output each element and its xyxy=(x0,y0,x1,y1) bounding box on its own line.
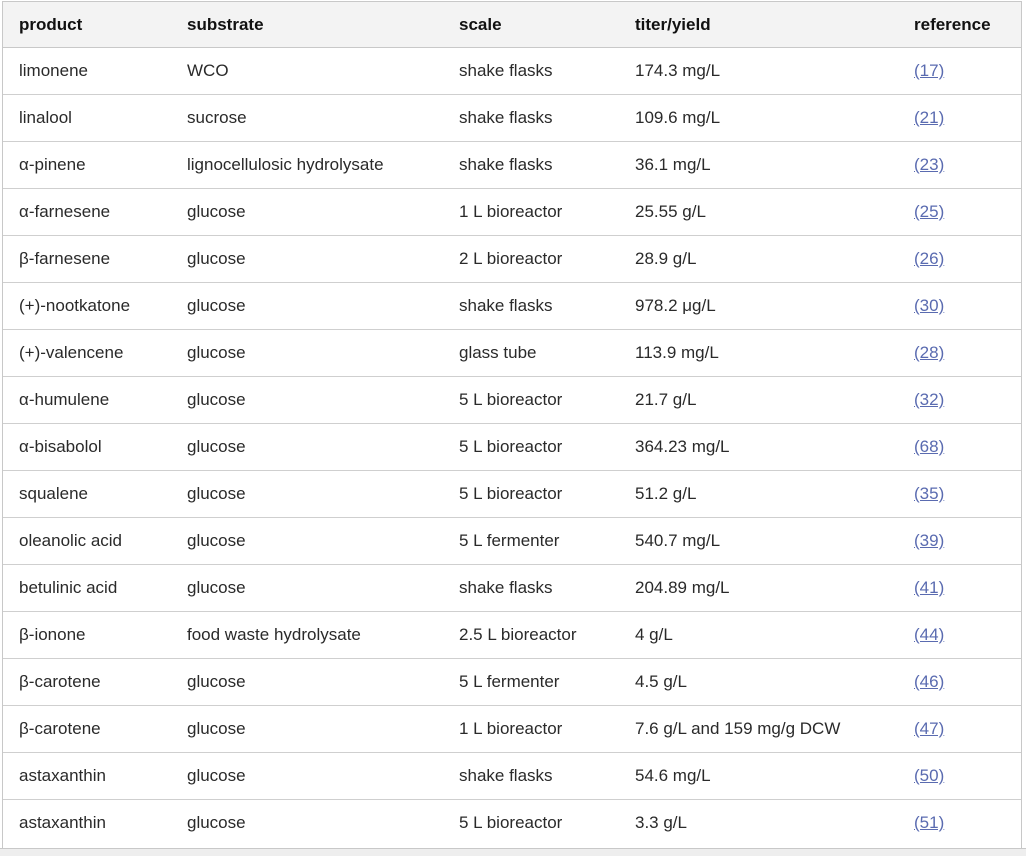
reference-link[interactable]: (41) xyxy=(914,578,945,597)
cell-scale: glass tube xyxy=(443,330,619,377)
cell-reference xyxy=(898,659,1022,706)
cell-substrate: glucose xyxy=(171,424,443,471)
cell-scale: 2 L bioreactor xyxy=(443,236,619,283)
cell-product: β-ionone xyxy=(3,612,171,659)
cell-product: (+)-valencene xyxy=(3,330,171,377)
cell-reference xyxy=(898,48,1022,95)
reference-link[interactable]: (21) xyxy=(914,108,945,127)
cell-product: betulinic acid xyxy=(3,565,171,612)
table-row xyxy=(3,236,1022,283)
cell-reference xyxy=(898,283,1022,330)
cell-substrate: glucose xyxy=(171,377,443,424)
cell-reference xyxy=(898,95,1022,142)
cell-titer-yield: 28.9 g/L xyxy=(619,236,898,283)
table-row xyxy=(3,659,1022,706)
cell-titer-yield: 21.7 g/L xyxy=(619,377,898,424)
reference-link[interactable]: (50) xyxy=(914,766,945,785)
reference-link[interactable]: (47) xyxy=(914,719,945,738)
cell-reference xyxy=(898,424,1022,471)
table-row xyxy=(3,800,1022,847)
cell-scale: shake flasks xyxy=(443,142,619,189)
table-row xyxy=(3,95,1022,142)
cell-reference xyxy=(898,471,1022,518)
cell-scale: 2.5 L bioreactor xyxy=(443,612,619,659)
reference-link[interactable]: (23) xyxy=(914,155,945,174)
results-table-container xyxy=(2,1,1022,848)
cell-reference xyxy=(898,612,1022,659)
table-row xyxy=(3,377,1022,424)
cell-substrate: glucose xyxy=(171,189,443,236)
cell-reference xyxy=(898,753,1022,800)
reference-link[interactable]: (68) xyxy=(914,437,945,456)
cell-reference xyxy=(898,706,1022,753)
table-row xyxy=(3,612,1022,659)
column-header-product: product xyxy=(3,2,171,48)
cell-product: β-carotene xyxy=(3,706,171,753)
reference-link[interactable]: (26) xyxy=(914,249,945,268)
cell-product: astaxanthin xyxy=(3,800,171,847)
cell-titer-yield: 7.6 g/L and 159 mg/g DCW xyxy=(619,706,898,753)
table-body xyxy=(3,48,1022,847)
cell-substrate: glucose xyxy=(171,471,443,518)
cell-product: α-pinene xyxy=(3,142,171,189)
cell-scale: shake flasks xyxy=(443,565,619,612)
cell-scale: 1 L bioreactor xyxy=(443,706,619,753)
cell-reference xyxy=(898,189,1022,236)
cell-substrate: glucose xyxy=(171,659,443,706)
cell-substrate: glucose xyxy=(171,518,443,565)
reference-link[interactable]: (30) xyxy=(914,296,945,315)
cell-titer-yield: 36.1 mg/L xyxy=(619,142,898,189)
cell-reference xyxy=(898,236,1022,283)
cell-titer-yield: 364.23 mg/L xyxy=(619,424,898,471)
table-row xyxy=(3,518,1022,565)
cell-titer-yield: 51.2 g/L xyxy=(619,471,898,518)
table-row xyxy=(3,142,1022,189)
cell-product: β-farnesene xyxy=(3,236,171,283)
cell-product: β-carotene xyxy=(3,659,171,706)
cell-substrate: glucose xyxy=(171,236,443,283)
cell-titer-yield: 54.6 mg/L xyxy=(619,753,898,800)
cell-titer-yield: 204.89 mg/L xyxy=(619,565,898,612)
cell-product: α-humulene xyxy=(3,377,171,424)
cell-product: α-bisabolol xyxy=(3,424,171,471)
cell-substrate: glucose xyxy=(171,706,443,753)
cell-product: α-farnesene xyxy=(3,189,171,236)
cell-substrate: glucose xyxy=(171,565,443,612)
table-header-row xyxy=(3,2,1022,48)
column-header-scale: scale xyxy=(443,2,619,48)
cell-substrate: sucrose xyxy=(171,95,443,142)
table-bottom-scroll-area xyxy=(0,848,1026,856)
cell-scale: 5 L fermenter xyxy=(443,518,619,565)
column-header-titer-yield: titer/yield xyxy=(619,2,898,48)
cell-scale: shake flasks xyxy=(443,753,619,800)
cell-scale: 5 L bioreactor xyxy=(443,471,619,518)
cell-scale: 5 L bioreactor xyxy=(443,424,619,471)
cell-titer-yield: 978.2 μg/L xyxy=(619,283,898,330)
reference-link[interactable]: (32) xyxy=(914,390,945,409)
cell-reference xyxy=(898,330,1022,377)
cell-scale: shake flasks xyxy=(443,95,619,142)
cell-reference xyxy=(898,377,1022,424)
table-row xyxy=(3,471,1022,518)
cell-scale: shake flasks xyxy=(443,283,619,330)
reference-link[interactable]: (51) xyxy=(914,813,945,832)
cell-reference xyxy=(898,142,1022,189)
cell-substrate: lignocellulosic hydrolysate xyxy=(171,142,443,189)
reference-link[interactable]: (35) xyxy=(914,484,945,503)
reference-link[interactable]: (25) xyxy=(914,202,945,221)
cell-substrate: glucose xyxy=(171,283,443,330)
table-row xyxy=(3,330,1022,377)
cell-titer-yield: 4 g/L xyxy=(619,612,898,659)
cell-titer-yield: 4.5 g/L xyxy=(619,659,898,706)
table-row xyxy=(3,48,1022,95)
reference-link[interactable]: (39) xyxy=(914,531,945,550)
cell-reference xyxy=(898,518,1022,565)
cell-titer-yield: 25.55 g/L xyxy=(619,189,898,236)
reference-link[interactable]: (28) xyxy=(914,343,945,362)
cell-product: squalene xyxy=(3,471,171,518)
table-row xyxy=(3,753,1022,800)
cell-scale: 5 L bioreactor xyxy=(443,377,619,424)
cell-titer-yield: 109.6 mg/L xyxy=(619,95,898,142)
table-row xyxy=(3,706,1022,753)
cell-titer-yield: 540.7 mg/L xyxy=(619,518,898,565)
cell-reference xyxy=(898,800,1022,847)
cell-titer-yield: 3.3 g/L xyxy=(619,800,898,847)
cell-product: (+)-nootkatone xyxy=(3,283,171,330)
cell-substrate: glucose xyxy=(171,800,443,847)
cell-substrate: glucose xyxy=(171,753,443,800)
cell-product: oleanolic acid xyxy=(3,518,171,565)
cell-scale: 5 L bioreactor xyxy=(443,800,619,847)
cell-scale: shake flasks xyxy=(443,48,619,95)
cell-product: astaxanthin xyxy=(3,753,171,800)
reference-link[interactable]: (44) xyxy=(914,625,945,644)
cell-substrate: glucose xyxy=(171,330,443,377)
reference-link[interactable]: (17) xyxy=(914,61,945,80)
cell-substrate: food waste hydrolysate xyxy=(171,612,443,659)
cell-titer-yield: 113.9 mg/L xyxy=(619,330,898,377)
column-header-substrate: substrate xyxy=(171,2,443,48)
table-row xyxy=(3,189,1022,236)
cell-titer-yield: 174.3 mg/L xyxy=(619,48,898,95)
cell-substrate: WCO xyxy=(171,48,443,95)
table-row xyxy=(3,424,1022,471)
reference-link[interactable]: (46) xyxy=(914,672,945,691)
cell-product: limonene xyxy=(3,48,171,95)
table-row xyxy=(3,565,1022,612)
results-table xyxy=(3,2,1022,846)
table-row xyxy=(3,283,1022,330)
cell-reference xyxy=(898,565,1022,612)
cell-product: linalool xyxy=(3,95,171,142)
cell-scale: 5 L fermenter xyxy=(443,659,619,706)
column-header-reference: reference xyxy=(898,2,1022,48)
cell-scale: 1 L bioreactor xyxy=(443,189,619,236)
